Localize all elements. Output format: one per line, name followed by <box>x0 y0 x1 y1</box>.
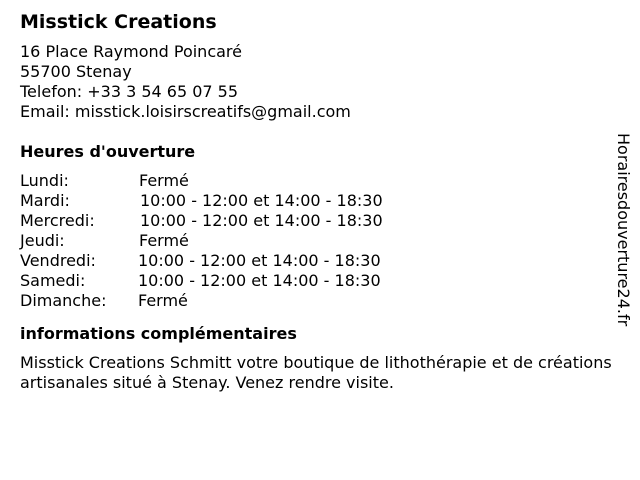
hours-row <box>20 171 620 191</box>
business-card <box>20 10 620 393</box>
hours-title: Heures d'ouverture <box>20 142 196 161</box>
extra-info-description: Misstick Creations Schmitt votre boutique de lithothérapie et de créations artisanales situé à Stenay. Venez rendre visite. <box>20 353 612 392</box>
hours-value: Fermé <box>138 291 188 310</box>
hours-row <box>20 191 620 211</box>
hours-row <box>20 211 620 231</box>
hours-value: Fermé <box>139 171 189 190</box>
hours-row <box>20 251 620 271</box>
hours-value: 10:00 - 12:00 et 14:00 - 18:30 <box>138 251 381 270</box>
hours-day: Vendredi: <box>20 251 96 270</box>
extra-info-title: informations complémentaires <box>20 324 297 343</box>
watermark-text: Horairesdouverture24.fr <box>614 133 633 327</box>
hours-value: 10:00 - 12:00 et 14:00 - 18:30 <box>140 211 383 230</box>
hours-day: Mercredi: <box>20 211 95 230</box>
hours-value: Fermé <box>139 231 189 250</box>
hours-row <box>20 231 620 251</box>
hours-value: 10:00 - 12:00 et 14:00 - 18:30 <box>140 191 383 210</box>
hours-day: Lundi: <box>20 171 69 190</box>
business-name: Misstick Creations <box>20 11 217 33</box>
hours-day: Jeudi: <box>20 231 65 250</box>
email-line: Email: misstick.loisirscreatifs@gmail.com <box>20 102 351 121</box>
hours-row <box>20 271 620 291</box>
phone-line: Telefon: +33 3 54 65 07 55 <box>20 82 239 101</box>
hours-day: Mardi: <box>20 191 70 210</box>
hours-table <box>20 171 620 311</box>
address-line-1: 16 Place Raymond Poincaré <box>20 42 242 61</box>
hours-row <box>20 291 620 311</box>
hours-day: Samedi: <box>20 271 86 290</box>
hours-day: Dimanche: <box>20 291 107 310</box>
address-line-2: 55700 Stenay <box>20 62 132 81</box>
hours-value: 10:00 - 12:00 et 14:00 - 18:30 <box>138 271 381 290</box>
